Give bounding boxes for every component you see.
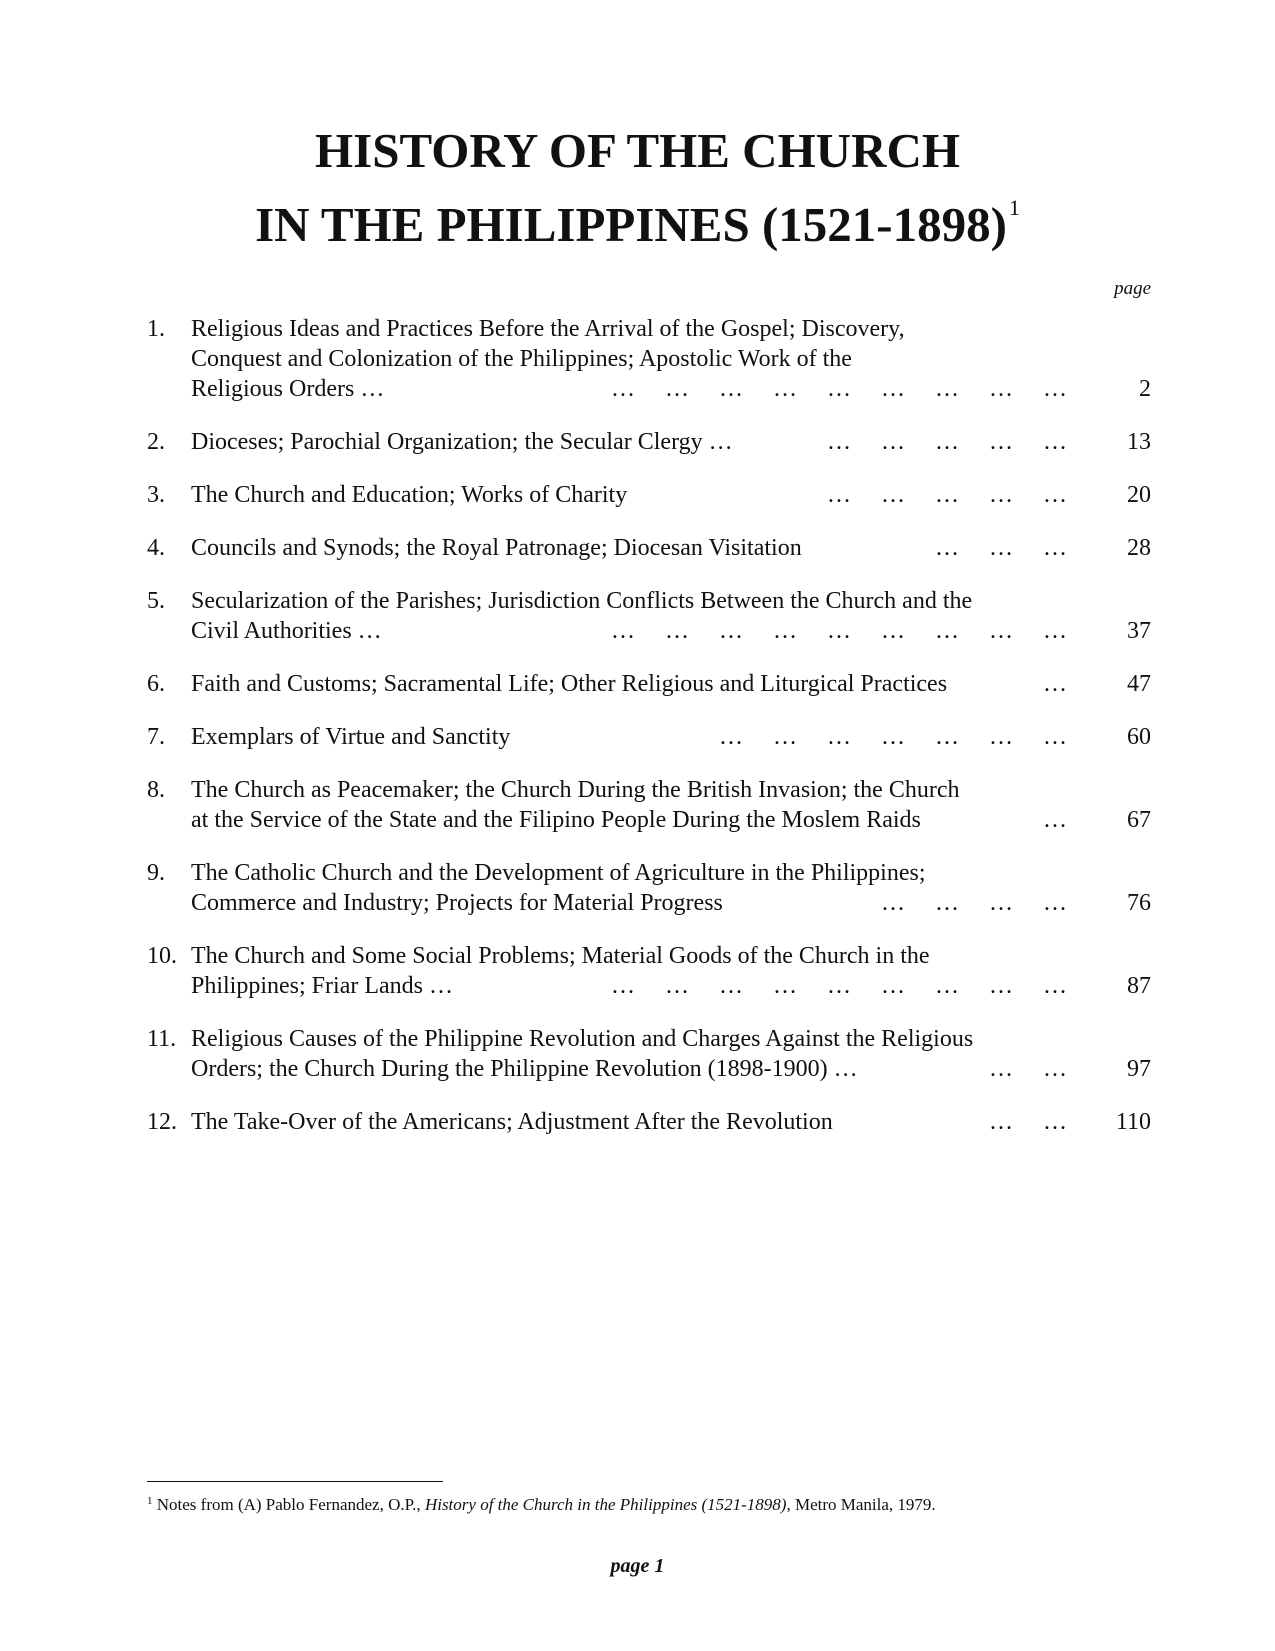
toc-entry-title-line: The Church and Education; Works of Charity — [191, 482, 628, 508]
toc-entry-page-number[interactable]: 28 — [1127, 535, 1151, 561]
toc-entry-leader-dots: … … … … … … … … … — [611, 618, 1067, 644]
toc-entry-title-line: Dioceses; Parochial Organization; the Secular Clergy … — [191, 429, 733, 455]
toc-entry[interactable] — [147, 1107, 1151, 1137]
toc-entry-number: 11. — [147, 1026, 177, 1052]
document-title — [0, 122, 1275, 253]
footnote — [147, 1490, 936, 1516]
toc-entry-leader-dots: … … … … … … … … … — [611, 376, 1067, 402]
toc-entry-leader-dots: … … … … — [881, 890, 1067, 916]
toc-entry-title-line: Religious Orders … — [191, 376, 385, 402]
toc-entry[interactable] — [147, 314, 1151, 404]
footnote-separator — [147, 1481, 443, 1482]
title-line-2-text: IN THE PHILIPPINES (1521-1898) — [255, 197, 1007, 252]
toc-entry-title-line: Conquest and Colonization of the Philippines; Apostolic Work of the — [191, 346, 852, 372]
toc-entry-page-number[interactable]: 67 — [1127, 807, 1151, 833]
toc-entry-leader-dots: … … … … … … … — [719, 724, 1067, 750]
toc-entry-title-line: Secularization of the Parishes; Jurisdiction Conflicts Between the Church and the — [191, 588, 973, 614]
toc-entry-title-line: The Take-Over of the Americans; Adjustment After the Revolution — [191, 1109, 833, 1135]
toc-entry-page-number[interactable]: 87 — [1127, 973, 1151, 999]
toc-entry-leader-dots: … … … … … — [827, 482, 1067, 508]
toc-entry-title — [191, 775, 1021, 835]
toc-entry-title-line: Philippines; Friar Lands … — [191, 973, 453, 999]
toc-entry-number: 10. — [147, 943, 177, 969]
toc-entry-title-line: Orders; the Church During the Philippine Revolution (1898-1900) … — [191, 1056, 858, 1082]
toc-entry-leader-dots: … … … … … … … … … — [611, 973, 1067, 999]
toc-entry[interactable] — [147, 669, 1151, 699]
toc-entry[interactable] — [147, 941, 1151, 1001]
toc-entry[interactable] — [147, 427, 1151, 457]
footnote-book-title: History of the Church in the Philippines (1521-1898) — [424, 1495, 787, 1514]
page-column-header: page — [1114, 278, 1151, 299]
toc-entry[interactable] — [147, 1024, 1151, 1084]
toc-entry-leader-dots: … … … … … — [827, 429, 1067, 455]
toc-entry-page-number[interactable]: 20 — [1127, 482, 1151, 508]
toc-entry-page-number[interactable]: 76 — [1127, 890, 1151, 916]
toc-entry-page-number[interactable]: 37 — [1127, 618, 1151, 644]
toc-entry-title-line: Exemplars of Virtue and Sanctity — [191, 724, 511, 750]
toc-entry-leader-dots: … … — [989, 1056, 1067, 1082]
toc-entry-number: 8. — [147, 777, 165, 803]
toc-entry[interactable] — [147, 858, 1151, 918]
title-footnote-marker[interactable]: 1 — [1008, 195, 1020, 220]
toc-entry[interactable] — [147, 586, 1151, 646]
toc-entry-title-line: Councils and Synods; the Royal Patronage; Diocesan Visitation — [191, 535, 802, 561]
toc-entry-title-line: The Church and Some Social Problems; Material Goods of the Church in the — [191, 943, 930, 969]
toc-entry-page-number[interactable]: 60 — [1127, 724, 1151, 750]
toc-entry[interactable] — [147, 533, 1151, 563]
toc-entry-title-line: Religious Ideas and Practices Before the Arrival of the Gospel; Discovery, — [191, 316, 905, 342]
toc-entry-number: 12. — [147, 1109, 177, 1135]
toc-entry[interactable] — [147, 722, 1151, 752]
footnote-marker: 1 — [147, 1495, 153, 1507]
toc-entry-title-line: Commerce and Industry; Projects for Material Progress — [191, 890, 723, 916]
toc-entry-title — [191, 533, 1021, 563]
footnote-prefix: Notes from (A) Pablo Fernandez, O.P., — [156, 1495, 425, 1514]
toc-entry-title — [191, 1107, 1021, 1137]
toc-entry-number: 9. — [147, 860, 165, 886]
toc-entry-title-line: Religious Causes of the Philippine Revolution and Charges Against the Religious — [191, 1026, 974, 1052]
footnote-suffix: , Metro Manila, 1979. — [786, 1495, 936, 1514]
toc-entry-page-number[interactable]: 13 — [1127, 429, 1151, 455]
toc-entry-number: 1. — [147, 316, 165, 342]
toc-entry-number: 3. — [147, 482, 165, 508]
toc-entry-leader-dots: … — [1043, 671, 1067, 697]
toc-entry-number: 6. — [147, 671, 165, 697]
title-line-2 — [0, 179, 1275, 253]
toc-entry[interactable] — [147, 480, 1151, 510]
toc-entry-title — [191, 1024, 1021, 1084]
toc-entry-number: 5. — [147, 588, 165, 614]
toc-entry-leader-dots: … … — [989, 1109, 1067, 1135]
toc-entry-leader-dots: … — [1043, 807, 1067, 833]
toc-entry[interactable] — [147, 775, 1151, 835]
toc-entry-page-number[interactable]: 97 — [1127, 1056, 1151, 1082]
toc-entry-number: 7. — [147, 724, 165, 750]
table-of-contents — [147, 314, 1151, 1160]
toc-entry-number: 4. — [147, 535, 165, 561]
toc-entry-title-line: at the Service of the State and the Filipino People During the Moslem Raids — [191, 807, 921, 833]
toc-entry-title-line: Faith and Customs; Sacramental Life; Other Religious and Liturgical Practices — [191, 671, 948, 697]
toc-entry-title — [191, 669, 1021, 699]
toc-entry-title-line: The Catholic Church and the Development of Agriculture in the Philippines; — [191, 860, 926, 886]
toc-entry-title-line: Civil Authorities … — [191, 618, 382, 644]
toc-entry-page-number[interactable]: 47 — [1127, 671, 1151, 697]
toc-entry-leader-dots: … … … — [935, 535, 1067, 561]
toc-entry-page-number[interactable]: 110 — [1115, 1109, 1151, 1135]
title-line-1: HISTORY OF THE CHURCH — [315, 123, 960, 178]
toc-entry-title-line: The Church as Peacemaker; the Church During the British Invasion; the Church — [191, 777, 960, 803]
toc-entry-page-number[interactable]: 2 — [1139, 376, 1151, 402]
toc-entry-number: 2. — [147, 429, 165, 455]
page-number-footer: page 1 — [610, 1555, 665, 1577]
